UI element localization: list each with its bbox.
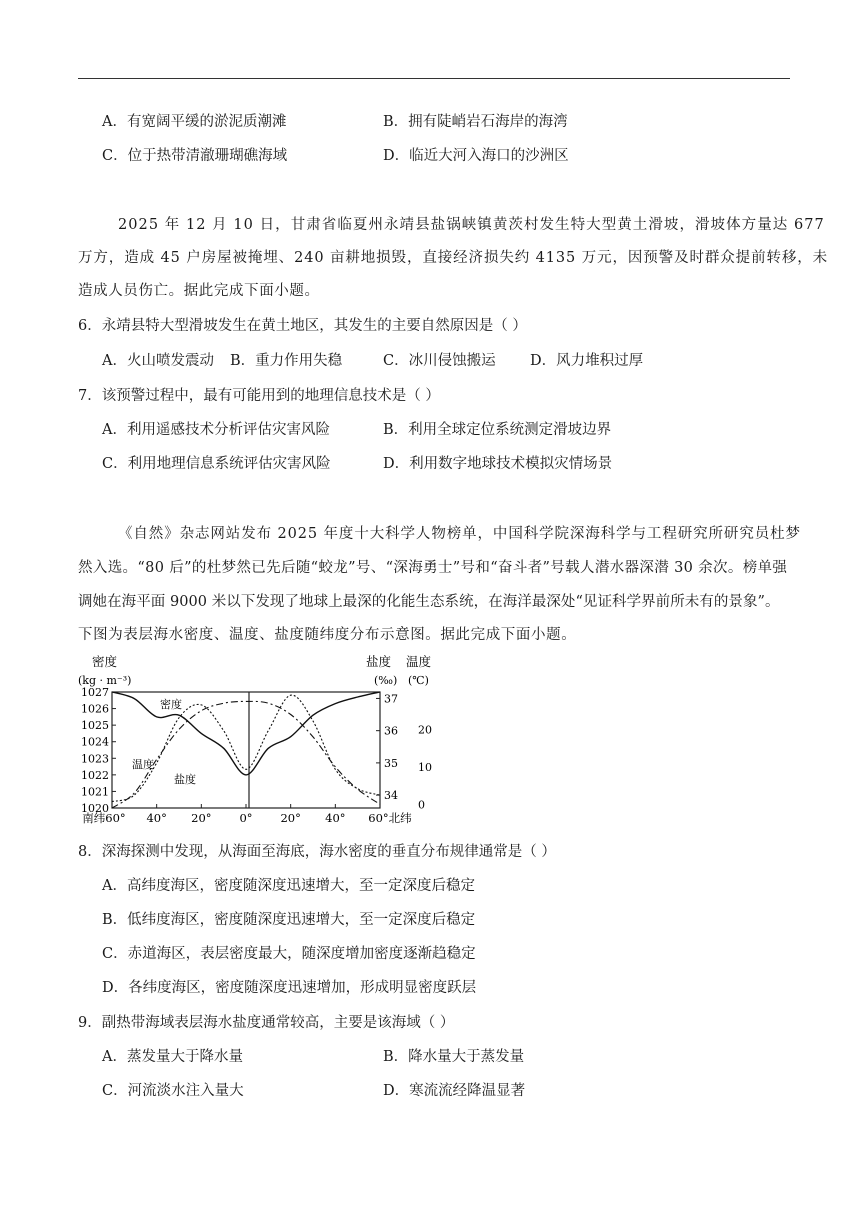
q9-option-b: B．降水量大于蒸发量 <box>383 1049 525 1065</box>
q6-option-c: C．冰川侵蚀搬运 <box>383 353 496 369</box>
header-rule <box>78 78 790 79</box>
q6-option-a: A．火山喷发震动 <box>102 353 214 369</box>
x-tick-label: 20° <box>191 811 212 825</box>
q5-option-c: C．位于热带清澈珊瑚礁海域 <box>102 148 288 164</box>
density-curve-label: 密度 <box>160 698 182 711</box>
density-tick-label: 1023 <box>81 752 109 766</box>
q8-option-a: A．高纬度海区，密度随深度迅速增大，至一定深度后稳定 <box>102 878 475 894</box>
q5-option-b: B．拥有陡峭岩石海岸的海湾 <box>383 114 568 130</box>
density-tick-label: 1020 <box>81 802 109 815</box>
temperature-axis-title: 温度 <box>406 654 432 669</box>
q8-option-c: C．赤道海区，表层密度最大，随深度增加密度逐渐趋稳定 <box>102 946 476 962</box>
passage2-line-2: 然入选。“80 后”的杜梦然已先后随“蛟龙”号、“深海勇士”号和“奋斗者”号载人潜水器深潜 30 余次。榜单强 <box>78 560 788 576</box>
x-tick-label: 40° <box>146 811 167 825</box>
q7-option-c: C．利用地理信息系统评估灾害风险 <box>102 456 331 472</box>
salinity-tick-label: 34 <box>384 789 398 803</box>
passage2-line-3: 调她在海平面 9000 米以下发现了地球上最深的化能生态系统，在海洋最深处“见证科学界前所未有的景象”。 <box>78 594 780 610</box>
q5-option-a: A．有宽阔平缓的淤泥质潮滩 <box>102 114 287 130</box>
passage1-line-2: 万方，造成 45 户房屋被掩埋、240 亩耕地损毁，直接经济损失约 4135 万元，因预警及时群众提前转移，未 <box>78 250 829 266</box>
passage2-line-1: 《自然》杂志网站发布 2025 年度十大科学人物榜单，中国科学院深海科学与工程研究所研究员杜梦 <box>118 526 801 542</box>
x-tick-label: 南纬60° <box>82 811 126 825</box>
salinity-curve-label: 盐度 <box>174 773 196 786</box>
q9-option-a: A．蒸发量大于降水量 <box>102 1049 243 1065</box>
passage1-line-3: 造成人员伤亡。据此完成下面小题。 <box>78 283 320 299</box>
salinity-tick-label: 36 <box>384 724 398 738</box>
density-tick-label: 1026 <box>81 702 109 716</box>
q7-option-d: D．利用数字地球技术模拟灾情场景 <box>383 456 613 472</box>
q8-option-d: D．各纬度海区，密度随深度迅速增加，形成明显密度跃层 <box>102 980 477 996</box>
q7-stem: 7．该预警过程中，最有可能用到的地理信息技术是（ ） <box>78 388 440 404</box>
left-axis-unit: (kg · m⁻³) <box>78 674 132 687</box>
passage1-line-1: 2025 年 12 月 10 日，甘肃省临夏州永靖县盐锅峡镇黄茨村发生特大型黄土滑坡，滑坡体方量达 677 <box>118 217 825 233</box>
q8-stem: 8．深海探测中发现，从海面至海底，海水密度的垂直分布规律通常是（ ） <box>78 844 556 860</box>
salinity-tick-label: 35 <box>384 756 398 770</box>
density-temperature-salinity-chart <box>70 652 450 832</box>
salinity-tick-label: 37 <box>384 692 398 706</box>
temperature-curve-label: 温度 <box>132 758 154 771</box>
density-tick-label: 1025 <box>81 719 109 733</box>
density-tick-label: 1024 <box>81 735 109 749</box>
left-axis-title: 密度 <box>92 654 118 669</box>
salinity-line <box>112 695 380 802</box>
temperature-tick-label: 20 <box>418 723 432 737</box>
q7-option-b: B．利用全球定位系统测定滑坡边界 <box>383 422 612 438</box>
temperature-tick-label: 0 <box>418 798 425 812</box>
x-tick-label: 20° <box>280 811 301 825</box>
salinity-axis-title: 盐度 <box>366 654 392 669</box>
q7-option-a: A．利用遥感技术分析评估灾害风险 <box>102 422 330 438</box>
plot-frame <box>112 692 380 808</box>
q8-option-b: B．低纬度海区，密度随深度迅速增大，至一定深度后稳定 <box>102 912 476 928</box>
q9-stem: 9．副热带海域表层海水盐度通常较高，主要是该海域（ ） <box>78 1015 455 1031</box>
passage2-line-4: 下图为表层海水密度、温度、盐度随纬度分布示意图。据此完成下面小题。 <box>78 627 577 643</box>
density-tick-label: 1027 <box>81 686 109 699</box>
temperature-tick-label: 10 <box>418 760 432 774</box>
q9-option-d: D．寒流流经降温显著 <box>383 1083 526 1099</box>
density-tick-label: 1021 <box>81 785 109 799</box>
x-tick-label: 40° <box>325 811 346 825</box>
temperature-line <box>112 701 380 808</box>
q6-option-d: D．风力堆积过厚 <box>530 353 644 369</box>
density-tick-label: 1022 <box>81 768 109 782</box>
x-tick-label: 60°北纬 <box>368 811 412 825</box>
q6-option-b: B．重力作用失稳 <box>230 353 343 369</box>
q6-stem: 6．永靖县特大型滑坡发生在黄土地区，其发生的主要自然原因是（ ） <box>78 318 527 334</box>
salinity-axis-unit: (‰) <box>374 674 398 687</box>
x-tick-label: 0° <box>239 811 253 825</box>
q5-option-d: D．临近大河入海口的沙洲区 <box>383 148 569 164</box>
temperature-axis-unit: (℃) <box>408 674 429 687</box>
q9-option-c: C．河流淡水注入量大 <box>102 1083 244 1099</box>
